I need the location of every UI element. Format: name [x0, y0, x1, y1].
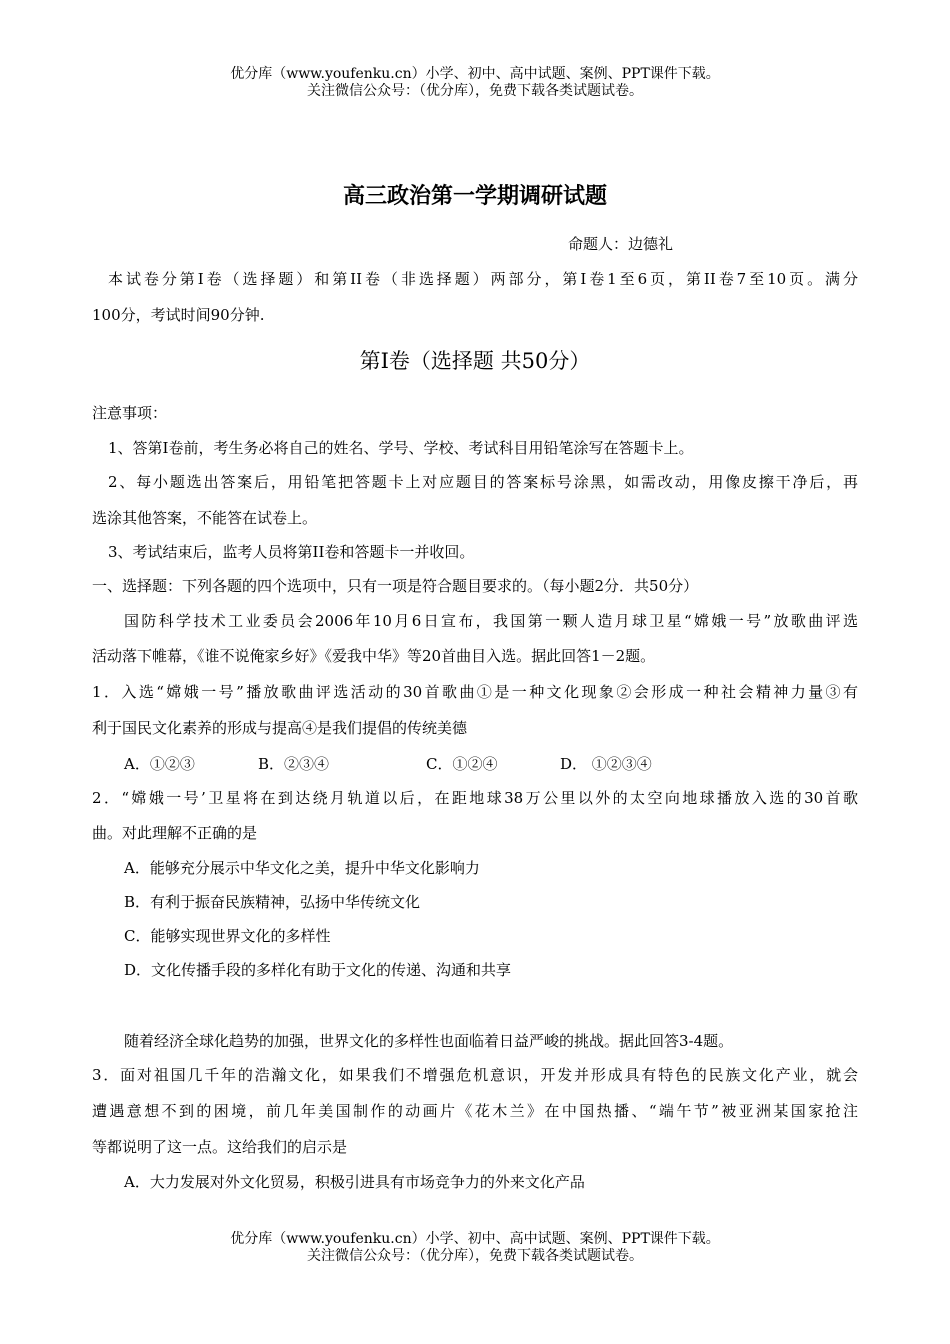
- question-2-option-c: C．能够实现世界文化的多样性: [124, 927, 331, 945]
- question-2-line-2: 曲。对此理解不正确的是: [92, 824, 258, 842]
- material-2: 随着经济全球化趋势的加强，世界文化的多样性也面临着日益严峻的挑战。据此回答3-4题。: [124, 1032, 734, 1050]
- question-3-option-a: A．大力发展对外文化贸易，积极引进具有市场竞争力的外来文化产品: [124, 1173, 585, 1191]
- question-1-line-1: 1．入选“嫦娥一号”播放歌曲评选活动的30首歌曲①是一种文化现象②会形成一种社会精神力量③有: [92, 683, 858, 701]
- question-2-option-d: D．文化传播手段的多样化有助于文化的传递、沟通和共享: [124, 961, 512, 979]
- question-1-option-b: B．②③④: [258, 755, 330, 773]
- question-3-line-1: 3．面对祖国几千年的浩瀚文化，如果我们不增强危机意识，开发并形成具有特色的民族文化产业，就会: [92, 1066, 858, 1084]
- question-2-option-b: B．有利于振奋民族精神，弘扬中华传统文化: [124, 893, 421, 911]
- intro-line-2: 100分，考试时间90分钟.: [92, 306, 265, 324]
- page-header: [0, 66, 950, 100]
- part1-heading: 一、选择题：下列各题的四个选项中，只有一项是符合题目要求的。（每小题2分．共50分）: [92, 577, 699, 595]
- note-item-2-line-1: 2、每小题选出答案后，用铅笔把答题卡上对应题目的答案标号涂黑，如需改动，用像皮擦干净后，再: [108, 473, 858, 491]
- question-2-option-a: A．能够充分展示中华文化之美，提升中华文化影响力: [124, 859, 480, 877]
- page-footer: [0, 1231, 950, 1265]
- question-3-line-3: 等都说明了这一点。这给我们的启示是: [92, 1138, 348, 1156]
- question-1-option-a: A．①②③: [124, 755, 195, 773]
- question-2-line-1: 2．“嫦娥一号’卫星将在到达绕月轨道以后，在距地球38万公里以外的太空向地球播放入选的30首歌: [92, 789, 858, 807]
- question-1-option-d: D． ①②③④: [560, 755, 652, 773]
- footer-line-2: 关注微信公众号：（优分库），免费下载各类试题试卷。: [307, 1248, 643, 1264]
- document-title: 高三政治第一学期调研试题: [342, 183, 607, 209]
- intro-line-1: 本试卷分第I卷（选择题）和第II卷（非选择题）两部分，第I卷1至6页，第II卷7至10页。满分: [108, 270, 858, 288]
- footer-line-1: 优分库（www.youfenku.cn）小学、初中、高中试题、案例、PPT课件下载。: [230, 1231, 720, 1247]
- header-line-1: 优分库（www.youfenku.cn）小学、初中、高中试题、案例、PPT课件下载。: [230, 66, 720, 82]
- note-item-2-line-2: 选涂其他答案，不能答在试卷上。: [92, 509, 318, 527]
- material-1-line-2: 活动落下帷幕，《谁不说俺家乡好》《爱我中华》等20首曲目入选。据此回答1－2题。: [92, 647, 656, 665]
- header-line-2: 关注微信公众号：（优分库），免费下载各类试题试卷。: [307, 83, 643, 99]
- question-3-line-2: 遭遇意想不到的困境，前几年美国制作的动画片《花木兰》在中国热播、“端午节”被亚洲某国家抢注: [92, 1102, 858, 1120]
- note-item-3: 3、考试结束后，监考人员将第II卷和答题卡一并收回。: [108, 543, 475, 561]
- notes-heading: 注意事项：: [92, 404, 168, 422]
- section-title: 第I卷（选择题 共50分）: [359, 349, 591, 373]
- question-1-line-2: 利于国民文化素养的形成与提高④是我们提倡的传统美德: [92, 719, 468, 737]
- question-1-option-c: C．①②④: [426, 755, 498, 773]
- note-item-1: 1、答第I卷前，考生务必将自己的姓名、学号、学校、考试科目用铅笔涂写在答题卡上。: [108, 439, 694, 457]
- material-1-line-1: 国防科学技术工业委员会2006年10月6日宣布，我国第一颗人造月球卫星“嫦娥一号”放歌曲评选: [124, 612, 858, 630]
- author-line: 命题人：边德礼: [568, 235, 674, 253]
